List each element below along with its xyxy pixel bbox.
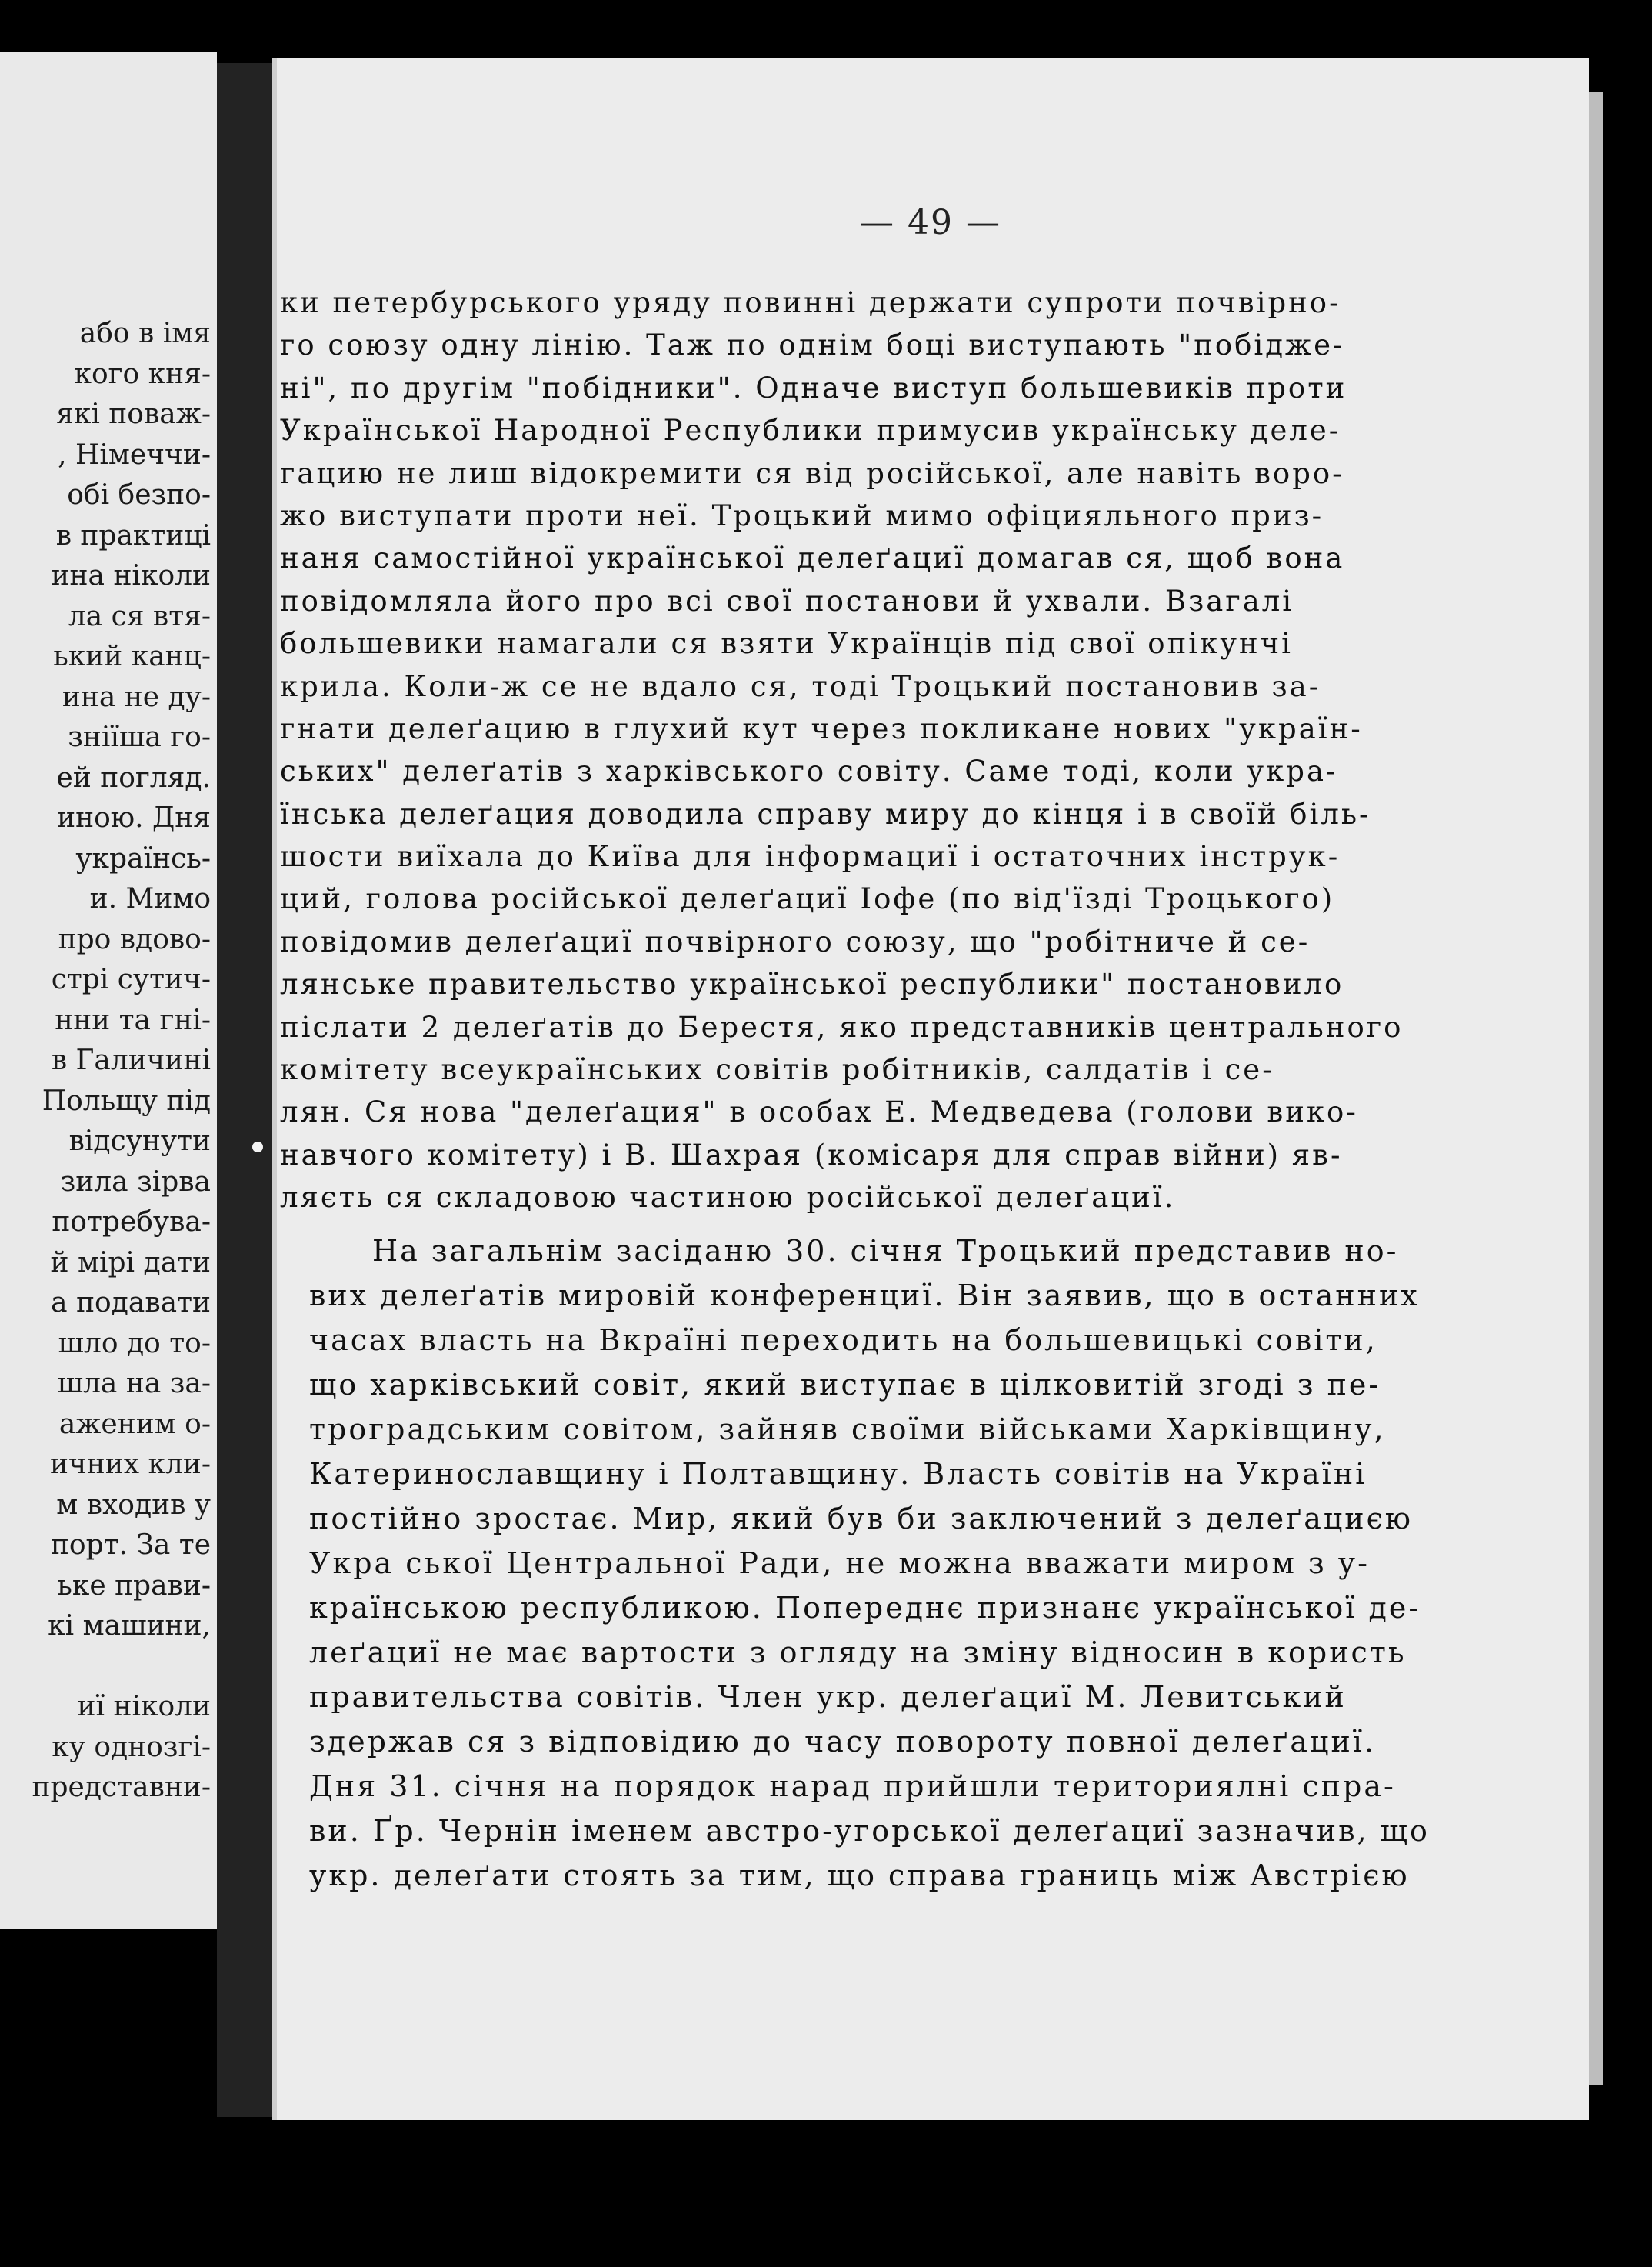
text-line: ина не ду- <box>62 681 211 713</box>
text-line: кі машини, <box>48 1610 211 1642</box>
text-line: які поваж- <box>56 398 211 430</box>
text-line: Української Народної Республики примусив українську деле- <box>280 414 1341 448</box>
text-line: ций, голова російської делеґациї Іофе (по від'їзді Троцького) <box>280 882 1335 916</box>
text-line: країнською республикою. Попереднє признанє української де- <box>309 1590 1421 1625</box>
text-line: шло до то- <box>58 1327 211 1359</box>
text-line: шости виїхала до Київа для інформациї і остаточних інструк- <box>280 840 1341 874</box>
text-line: шла на за- <box>57 1368 211 1399</box>
text-line: післати 2 делеґатів до Берестя, яко представників центрального <box>280 1010 1404 1044</box>
text-line: часах власть на Вкраїні переходить на большевицькі совіти, <box>309 1322 1377 1357</box>
text-line: Катеринославщину і Полтавщину. Власть совітів на Україні <box>309 1456 1367 1491</box>
paragraph-1 <box>272 282 1589 1219</box>
text-line: иною. Дня <box>57 802 211 834</box>
text-line: Польщу під <box>42 1085 211 1117</box>
text-line: леґациї не має вартости з огляду на зміну відносин в користь <box>309 1635 1407 1669</box>
text-line: в практиці <box>55 519 211 552</box>
text-line: правительства совітів. Член укр. делеґациї М. Левитський <box>309 1679 1347 1714</box>
text-line: ку однозгі- <box>52 1731 211 1763</box>
right-page <box>272 58 1589 2120</box>
page-body <box>272 282 1589 1898</box>
text-line: зила зірва <box>60 1165 211 1198</box>
text-line: ви. Ґр. Чернін іменем австро-угорської делеґациї зазначив, що <box>309 1813 1430 1848</box>
text-line: Укра ської Центральної Ради, не можна вважати миром з у- <box>309 1545 1370 1580</box>
text-line: й мірі дати <box>50 1246 211 1279</box>
text-line: лянське правительство української республики" постановило <box>280 968 1344 1002</box>
text-line: ьке прави- <box>57 1569 211 1602</box>
text-line: крила. Коли-ж се не вдало ся, тоді Троцький постановив за- <box>280 669 1321 703</box>
text-line: троградським совітом, зайняв своїми військами Харківщину, <box>309 1412 1386 1446</box>
text-line: стрі сутич- <box>51 964 211 995</box>
text-line: ських" делеґатів з харківського совіту. Саме тоді, коли укра- <box>280 755 1338 788</box>
text-line: , Німеччи- <box>58 438 211 471</box>
text-line: ляєть ся складовою частиною російської делеґациї. <box>280 1181 1176 1215</box>
text-line: ький канц- <box>53 641 211 672</box>
text-line: ей погляд. <box>56 762 211 794</box>
text-line: гацию не лиш відокремити ся від російської, але навіть воро- <box>280 456 1344 490</box>
text-line: представни- <box>32 1772 211 1803</box>
left-page <box>0 52 217 1929</box>
text-line: наня самостійної української делеґациї домагав ся, щоб вона <box>280 542 1345 575</box>
text-line: а подавати <box>51 1287 211 1319</box>
text-line: навчого комітету) і В. Шахрая (комісаря для справ війни) яв- <box>280 1138 1343 1172</box>
text-line: відсунути <box>68 1125 211 1157</box>
text-line: їнська делеґация доводила справу миру до кінця і в своїй біль- <box>280 797 1371 831</box>
text-line: ки петербурського уряду повинні держати супроти почвірно- <box>280 286 1341 319</box>
text-line: повідомляла його про всі свої постанови й ухвали. Взагалі <box>280 584 1294 618</box>
paragraph-2 <box>272 1229 1589 1898</box>
text-line: аженим о- <box>58 1408 211 1440</box>
text-line: ина ніколи <box>51 560 211 592</box>
text-line: зніїша го- <box>68 722 211 753</box>
text-line: повідомив делеґациї почвірного союзу, що "робітниче й се- <box>280 925 1311 958</box>
text-line <box>0 1647 217 1688</box>
text-line: постійно зростає. Мир, який був би заключений з делеґациєю <box>309 1501 1413 1535</box>
text-line: або в імя <box>79 318 211 349</box>
page-edge <box>1589 92 1603 2085</box>
text-line: ичних кли- <box>49 1449 211 1480</box>
page-number: — 49 — <box>860 203 1001 242</box>
text-line: обі безпо- <box>67 479 211 511</box>
text-line: лян. Ся нова "делеґация" в особах Е. Медведева (голови вико- <box>280 1095 1358 1129</box>
text-line: нни та гні- <box>55 1004 211 1036</box>
text-line: потребува- <box>52 1206 211 1238</box>
book-gutter <box>217 63 272 2117</box>
text-line: большевики намагали ся взяти Українців під свої опікунчі <box>280 627 1293 661</box>
text-line: иї ніколи <box>77 1691 211 1722</box>
text-line: здержав ся з відповідию до часу повороту повної делеґациї. <box>309 1724 1377 1759</box>
text-line: кого кня- <box>74 358 211 390</box>
text-line: що харківський совіт, який виступає в цілковитій згоді з пе- <box>309 1367 1381 1402</box>
text-line: На загальнім засіданю 30. січня Троцький представив но- <box>372 1233 1399 1268</box>
text-line: укр. делеґати стоять за тим, що справа границь між Австрією <box>309 1858 1410 1892</box>
text-line: порт. За те <box>50 1529 211 1561</box>
text-line: и. Мимо <box>89 883 211 915</box>
text-line: про вдово- <box>58 923 211 955</box>
text-line: ла ся втя- <box>68 600 211 632</box>
text-line: го союзу одну лінію. Таж по однім боці виступають "побідже- <box>280 328 1345 362</box>
text-line: вих делеґатів мировій конференциї. Він заявив, що в останних <box>309 1278 1420 1312</box>
text-line: гнати делеґацию в глухий кут через покликане нових "україн- <box>280 712 1363 745</box>
text-line: в Галичині <box>51 1045 211 1076</box>
text-line: українсь- <box>75 842 211 875</box>
text-line: ні", по другім "побідники". Одначе виступ большевиків проти <box>280 371 1347 405</box>
left-page-text <box>0 314 217 1809</box>
text-line: Дня 31. січня на порядок нарад прийшли териториялні спра- <box>309 1769 1396 1803</box>
margin-mark <box>252 1142 263 1152</box>
text-line: комітету всеукраїнських совітів робітників, салдатів і се- <box>280 1053 1274 1087</box>
text-line: жо виступати проти неї. Троцький мимо офіцияльного приз- <box>280 498 1324 532</box>
text-line: м входив у <box>56 1489 211 1521</box>
